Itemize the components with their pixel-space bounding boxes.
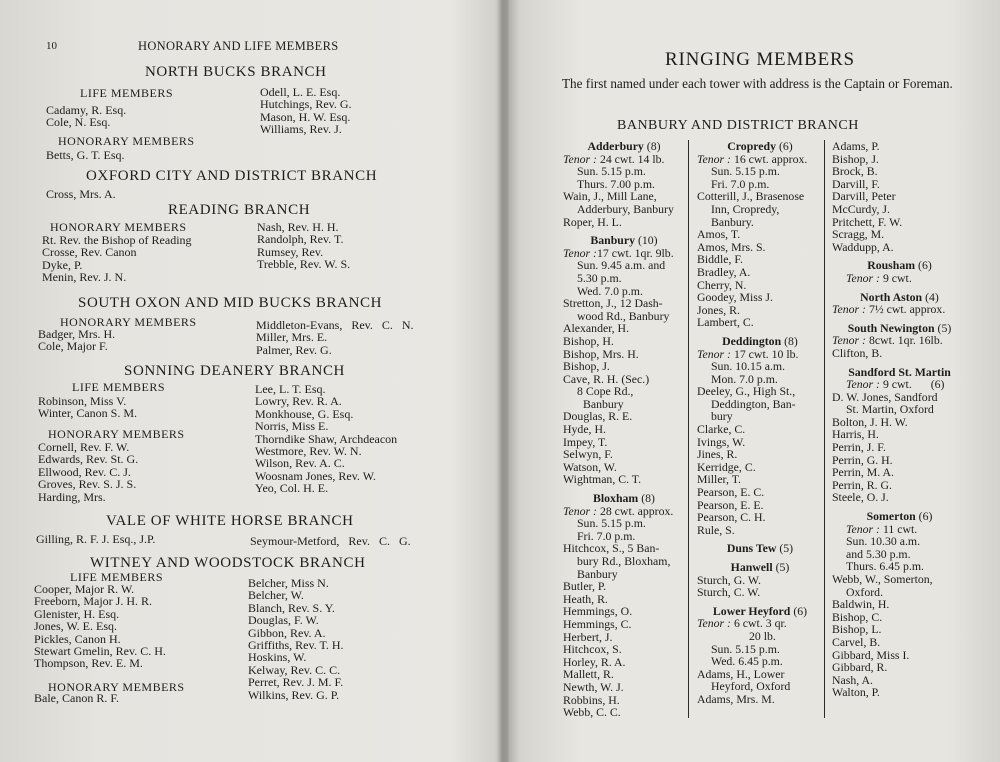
member-line: bury [711, 409, 733, 424]
member-line: Inn, Cropredy, [711, 201, 780, 216]
member-line: Mallett, R. [563, 667, 614, 682]
list-item: Norris, Miss E. [255, 419, 329, 434]
list-item: Cadamy, R. Esq. [46, 103, 127, 117]
north-bucks-life-label: LIFE MEMBERS [80, 86, 174, 100]
list-item: Randolph, Rev. T. [257, 232, 344, 247]
member-line: Adams, Mrs. M. [697, 691, 775, 706]
tenor-north-aston: Tenor : 7½ cwt. approx. [832, 302, 946, 317]
tenor-sandford: Tenor : 9 cwt. (6) [846, 377, 945, 392]
member-line: Cave, R. H. (Sec.) [563, 371, 650, 386]
list-item: Mason, H. W. Esq. [260, 109, 351, 124]
list-item: Cole, N. Esq. [46, 115, 111, 130]
ringing-column-3 [832, 140, 967, 699]
witney-title: WITNEY AND WOODSTOCK BRANCH [90, 555, 366, 571]
tower-adderbury: Adderbury (8) [587, 139, 661, 153]
member-line: D. W. Jones, Sandford [832, 389, 938, 404]
list-item: Hutchings, Rev. G. [260, 97, 352, 112]
member-line: 8 Cope Rd., [577, 384, 634, 399]
list-item: Perret, Rev. J. M. F. [248, 675, 344, 690]
member-line: Deddington, Ban- [711, 396, 796, 411]
witney-life-label: LIFE MEMBERS [70, 570, 164, 584]
tenor-bloxham: Tenor : 28 cwt. approx. [563, 503, 674, 518]
tower-duns-tew: Duns Tew (5) [726, 541, 794, 556]
member-line: Rule, S. [697, 522, 735, 537]
practice-line: Sun. 5.15 p.m. [577, 164, 646, 179]
member-line: Hemmings, C. [563, 616, 632, 631]
member-line: Perrin, G. H. [832, 452, 893, 467]
practice-line: Thurs. 7.00 p.m. [577, 176, 655, 191]
list-item: Groves, Rev. S. J. S. [38, 477, 137, 492]
witney-hon-label: HONORARY MEMBERS [48, 680, 185, 694]
list-item: Odell, L. E. Esq. [260, 85, 341, 99]
north-bucks-title: NORTH BUCKS BRANCH [145, 64, 327, 80]
member-line: Heath, R. [563, 591, 608, 606]
practice-line: 5.30 p.m. [577, 270, 622, 285]
witney-life-list [34, 583, 166, 670]
member-line: Robbins, H. [563, 692, 620, 707]
sonning-life-label: LIFE MEMBERS [72, 380, 166, 394]
reading-right-list [257, 221, 350, 271]
list-item: Williams, Rev. J. [260, 122, 342, 137]
white-horse-right-list [250, 535, 411, 547]
list-item: Freeborn, Major J. H. R. [34, 594, 152, 609]
list-item: Palmer, Rev. G. [256, 342, 332, 357]
member-line: Walton, P. [832, 685, 880, 700]
member-line: Goodey, Miss J. [697, 290, 773, 305]
member-line: Webb, C. C. [563, 705, 621, 720]
list-item: Griffiths, Rev. T. H. [248, 637, 344, 652]
member-line: Baldwin, H. [832, 597, 890, 612]
member-line: Sturch, C. W. [697, 585, 761, 600]
member-line: Bradley, A. [697, 264, 751, 279]
list-item: Lee, L. T. Esq. [255, 382, 326, 396]
sonning-life-list [38, 395, 137, 420]
member-line: Cherry, N. [697, 277, 747, 292]
member-line: Wightman, C. T. [563, 472, 642, 487]
south-oxon-right-list [256, 319, 414, 356]
list-item: Blanch, Rev. S. Y. [248, 600, 335, 615]
tower-deddington: Deddington (8) [722, 333, 798, 348]
list-item: Stewart Gmelin, Rev. C. H. [34, 643, 166, 658]
tower-banbury: Banbury (10) [590, 233, 658, 248]
member-line: Roper, H. L. [563, 214, 622, 229]
banbury-branch-title: BANBURY AND DISTRICT BRANCH [617, 118, 859, 133]
tenor-rousham: Tenor : 9 cwt. [846, 270, 912, 285]
ringing-column-1 [563, 140, 685, 719]
member-line: Perrin, M. A. [832, 465, 894, 480]
member-line: bury Rd., Bloxham, [577, 554, 671, 568]
tower-sandford: Sandford St. Martin [848, 364, 951, 379]
column-divider [824, 140, 825, 718]
member-line: Watson, W. [563, 459, 617, 474]
member-line: Bishop, J. [832, 151, 879, 166]
member-line: Amos, T. [697, 227, 741, 242]
list-item: Lowry, Rev. R. A. [255, 394, 342, 409]
south-oxon-title: SOUTH OXON AND MID BUCKS BRANCH [78, 295, 383, 311]
reading-hon-label: HONORARY MEMBERS [50, 220, 187, 234]
member-line: Perrin, R. G. [832, 477, 892, 492]
member-line: Horley, R. A. [563, 654, 626, 669]
reading-title: READING BRANCH [168, 202, 311, 218]
list-item: Miller, Mrs. E. [256, 330, 328, 345]
member-line: Pearson, C. H. [697, 510, 766, 525]
practice-line: Sun. 9.45 a.m. and [577, 258, 666, 273]
practice-line: Sun. 10.30 a.m. [846, 534, 921, 549]
list-item: Douglas, F. W. [248, 613, 319, 628]
north-bucks-right-list [260, 86, 352, 136]
practice-line: Wed. 6.45 p.m. [711, 654, 783, 669]
practice-line: Fri. 7.0 p.m. [577, 528, 636, 543]
practice-line: Sun. 10.15 a.m. [711, 359, 786, 374]
list-item: Harding, Mrs. [38, 489, 106, 504]
practice-line: Thurs. 6.45 p.m. [846, 559, 924, 574]
list-item: Pickles, Canon H. [34, 631, 121, 646]
member-line: Carvel, B. [832, 634, 881, 649]
practice-line: Fri. 7.0 p.m. [711, 176, 770, 191]
list-item: Badger, Mrs. H. [38, 327, 116, 341]
member-line: Stretton, J., 12 Dash- [563, 296, 663, 311]
list-item: Cole, Major F. [38, 339, 108, 354]
white-horse-title: VALE OF WHITE HORSE BRANCH [106, 513, 354, 529]
running-head: HONORARY AND LIFE MEMBERS [138, 39, 339, 53]
tenor-adderbury: Tenor : 24 cwt. 14 lb. [563, 151, 665, 166]
right-page [505, 0, 1000, 762]
tower-somerton: Somerton (6) [866, 509, 933, 524]
tower-north-aston: North Aston (4) [860, 289, 939, 304]
sonning-right-list [255, 383, 397, 495]
list-item: Gilling, R. F. J. Esq., J.P. [36, 532, 156, 546]
member-line: Kerridge, C. [697, 459, 756, 474]
practice-line: and 5.30 p.m. [846, 546, 911, 561]
practice-line: Sun. 5.15 p.m. [711, 641, 780, 656]
member-line: Scragg, M. [832, 227, 885, 242]
oxford-city-title: OXFORD CITY AND DISTRICT BRANCH [86, 168, 378, 184]
member-line: Harris, H. [832, 427, 879, 442]
member-line: McCurdy, J. [832, 201, 890, 216]
intro-text: The first named under each tower with address is the Captain or Foreman. [562, 76, 953, 91]
tower-hanwell: Hanwell (5) [730, 560, 790, 574]
member-line: Pearson, E. E. [697, 497, 764, 512]
member-line: Adderbury, Banbury [577, 201, 674, 216]
member-line: Ivings, W. [697, 434, 746, 449]
list-item: Nash, Rev. H. H. [257, 220, 339, 234]
white-horse-left-list [36, 533, 155, 545]
member-line: Clarke, C. [697, 422, 746, 437]
member-line: Darvill, Peter [832, 189, 896, 204]
member-line: Bishop, C. [832, 609, 883, 624]
member-line: Amos, Mrs. S. [697, 239, 766, 254]
member-line: Oxford. [846, 584, 884, 599]
member-line: Webb, W., Somerton, [832, 572, 933, 586]
ringing-column-2 [697, 140, 823, 706]
oxford-city-list [46, 188, 116, 200]
list-item: Dyke, P. [42, 257, 83, 272]
tenor-lower-heyford-cont: 20 lb. [749, 628, 776, 643]
member-line: Pearson, E. C. [697, 485, 765, 500]
north-bucks-hon-list [46, 149, 125, 161]
practice-line: Sun. 5.15 p.m. [711, 164, 780, 179]
list-item: Betts, G. T. Esq. [46, 148, 125, 162]
member-line: Hyde, H. [563, 422, 606, 437]
member-line: Impey, T. [563, 434, 608, 449]
list-item: Cross, Mrs. A. [46, 187, 116, 201]
member-line: Banbury [577, 566, 618, 581]
member-line: Bishop, Mrs. H. [563, 346, 639, 361]
tenor-south-newington: Tenor : 8cwt. 1qr. 16lb. [832, 333, 943, 348]
member-line: Hemmings, O. [563, 604, 633, 619]
list-item: Middleton-Evans, Rev. C. N. [256, 318, 414, 332]
list-item: Thompson, Rev. E. M. [34, 656, 143, 671]
page-title: RINGING MEMBERS [665, 49, 855, 70]
member-line: Bolton, J. H. W. [832, 414, 908, 429]
member-line: Pritchett, F. W. [832, 214, 903, 229]
column-divider [688, 140, 689, 718]
tenor-banbury: Tenor :17 cwt. 1qr. 9lb. [563, 245, 674, 260]
south-oxon-hon-label: HONORARY MEMBERS [60, 315, 197, 329]
list-item: Seymour-Metford, Rev. C. G. [250, 534, 411, 548]
member-line: St. Martin, Oxford [846, 402, 934, 417]
member-line: Gibbard, Miss I. [832, 647, 910, 662]
member-line: Newth, W. J. [563, 679, 624, 694]
member-line: Banbury [583, 396, 624, 411]
list-item: Wilson, Rev. A. C. [255, 456, 345, 471]
list-item: Rt. Rev. the Bishop of Reading [42, 233, 192, 247]
tower-south-newington: South Newington (5) [847, 320, 952, 335]
list-item: Bale, Canon R. F. [34, 691, 120, 705]
list-item: Rumsey, Rev. [257, 244, 324, 259]
list-item: Edwards, Rev. St. G. [38, 452, 139, 467]
member-line: Banbury. [711, 214, 754, 229]
list-item: Thorndike Shaw, Archdeacon [255, 431, 398, 446]
page-number: 10 [46, 40, 57, 52]
list-item: Westmore, Rev. W. N. [255, 443, 362, 458]
member-line: Clifton, B. [832, 345, 883, 360]
practice-line: Mon. 7.0 p.m. [711, 371, 778, 386]
south-oxon-left-list [38, 328, 115, 353]
practice-line: Sun. 5.15 p.m. [577, 516, 646, 531]
list-item: Cooper, Major R. W. [34, 582, 135, 596]
member-line: Cotterill, J., Brasenose [697, 189, 805, 204]
list-item: Menin, Rev. J. N. [42, 270, 127, 285]
member-line: Wain, J., Mill Lane, [563, 189, 657, 204]
list-item: Yeo, Col. H. E. [255, 481, 329, 496]
practice-line: Wed. 7.0 p.m. [577, 283, 643, 298]
tower-lower-heyford: Lower Heyford (6) [712, 603, 808, 618]
member-line: Herbert, J. [563, 629, 613, 644]
list-item: Trebble, Rev. W. S. [257, 257, 351, 272]
member-line: Alexander, H. [563, 321, 630, 336]
list-item: Hoskins, W. [248, 650, 307, 665]
member-line: wood Rd., Banbury [577, 308, 670, 323]
list-item: Gibbon, Rev. A. [248, 625, 326, 640]
member-line: Hitchcox, S. [563, 642, 622, 657]
list-item: Crosse, Rev. Canon [42, 245, 137, 260]
list-item: Wilkins, Rev. G. P. [248, 687, 340, 702]
member-line: Lambert, C. [697, 315, 754, 330]
north-bucks-hon-label: HONORARY MEMBERS [58, 134, 195, 148]
list-item: Kelway, Rev. C. C. [248, 662, 341, 677]
member-line: Biddle, F. [697, 252, 743, 267]
member-line: Butler, P. [563, 579, 607, 594]
member-line: Sturch, G. W. [697, 572, 761, 587]
list-item: Robinson, Miss V. [38, 394, 127, 408]
member-line: Bishop, L. [832, 622, 882, 637]
member-line: Jones, R. [697, 302, 740, 317]
list-item: Belcher, Miss N. [248, 576, 329, 590]
member-line: Adams, P. [832, 139, 880, 153]
member-line: Gibbard, R. [832, 660, 888, 675]
tenor-deddington: Tenor : 17 cwt. 10 lb. [697, 346, 799, 361]
list-item: Woosnam Jones, Rev. W. [255, 468, 376, 483]
member-line: Miller, T. [697, 472, 741, 487]
tenor-lower-heyford: Tenor : 6 cwt. 3 qr. [697, 616, 787, 631]
member-line: Deeley, G., High St., [697, 384, 796, 399]
member-line: Bishop, J. [563, 359, 610, 374]
member-line: Waddupp, A. [832, 239, 894, 254]
member-line: Douglas, R. E. [563, 409, 633, 424]
member-line: Jines, R. [697, 447, 738, 462]
list-item: Glenister, H. Esq. [34, 606, 120, 621]
list-item: Winter, Canon S. M. [38, 406, 138, 421]
reading-left-list [42, 234, 192, 284]
list-item: Monkhouse, G. Esq. [255, 406, 354, 421]
member-line: Hitchcox, S., 5 Ban- [563, 541, 660, 556]
member-line: Steele, O. J. [832, 490, 889, 505]
tower-cropredy: Cropredy (6) [727, 139, 793, 153]
tower-bloxham: Bloxham (8) [593, 491, 655, 506]
member-line: Nash, A. [832, 672, 873, 687]
list-item: Cornell, Rev. F. W. [38, 440, 130, 454]
member-line: Adams, H., Lower [697, 666, 785, 681]
list-item: Ellwood, Rev. C. J. [38, 464, 131, 479]
sonning-hon-label: HONORARY MEMBERS [48, 427, 185, 441]
list-item: Jones, W. E. Esq. [34, 619, 118, 634]
witney-right-list [248, 577, 344, 701]
member-line: Bishop, H. [563, 333, 614, 348]
tenor-cropredy: Tenor : 16 cwt. approx. [697, 151, 808, 166]
tower-rousham: Rousham (6) [867, 258, 932, 273]
north-bucks-life-list [46, 104, 126, 129]
member-line: Heyford, Oxford [711, 679, 791, 694]
witney-hon-list [34, 692, 119, 704]
sonning-hon-list [38, 441, 138, 503]
member-line: Brock, B. [832, 164, 878, 179]
member-line: Perrin, J. F. [832, 440, 886, 455]
sonning-title: SONNING DEANERY BRANCH [124, 363, 345, 379]
member-line: Selwyn, F. [563, 447, 613, 462]
list-item: Belcher, W. [248, 588, 304, 603]
tenor-somerton: Tenor : 11 cwt. [846, 521, 918, 536]
member-line: Darvill, F. [832, 176, 880, 191]
